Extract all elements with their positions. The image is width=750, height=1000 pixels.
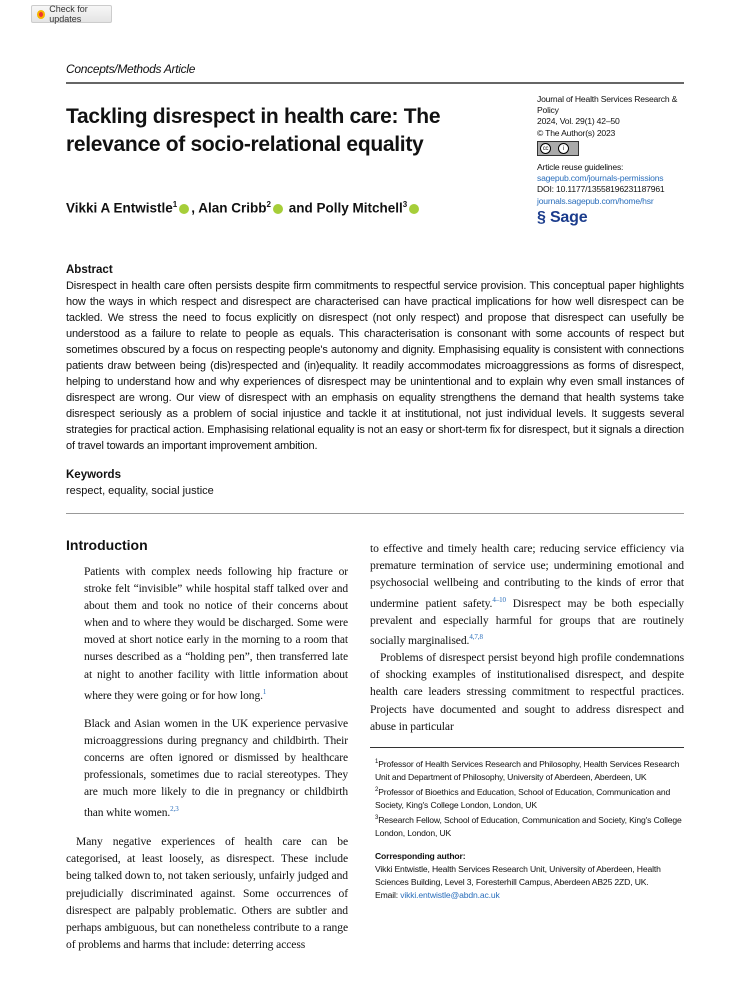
abstract-text: Disrespect in health care often persists despite firm commitments to respectful service provision. This conceptual paper highlights how the ways in which respect and disrespect are characterised can have practical implications for how well disrespect can be tackled. We stress the need to focus explicitly on disrespect (not only respect) and propose that disrespect can usefully be understood as a failure to relate to people as equals. This characterisation is consonant with some accounts of respect but sometimes obscured by a focus on respecting people's autonomy and dignity. Emphasising equality is consistent with connections patients draw between being (dis)respected and (in)equality. It readily accommodates microaggressions as forms of disrespect, helping to understand how and why experiences of disrespect may be unintentional and to explain why even small instances of disrespect are wrong. Our view of disrespect with an emphasis on equality strengthens the demand that health systems take disrespect seriously as a problem of social injustice and tackle it at institutional, not just individual levels. It suggests several strategies for practical action. Emphasising relational equality is not an easy or short-term fix for disrespect, but it signals a direction of travel towards an important improvement ambition.: [66, 280, 684, 452]
reference-link[interactable]: 4,7,8: [469, 632, 483, 641]
corresponding-address: Vikki Entwistle, Health Services Research Unit, University of Aberdeen, Health Sciences Building, Level 3, Foresterhill Campus, Aberdeen AB25 2ZD, UK.: [375, 863, 661, 887]
author-list: [66, 200, 526, 216]
paragraph: to effective and timely health care; reducing service efficiency via premature termination of service use; undermining emotional and psychosocial wellbeing and contributing to the kinds of error that undermine patient safety.$^{4-10}$ Disrespect may be both especially prevalent and especially harmful for groups that are routinely socially marginalised.$^{4,7,8}$: [370, 542, 684, 647]
journal-link[interactable]: journals.sagepub.com/home/hsr: [537, 195, 654, 206]
reference-link[interactable]: 1: [262, 687, 267, 696]
right-column-text: [370, 540, 684, 735]
author-name: Vikki A Entwistle: [66, 200, 173, 216]
section-divider: [66, 513, 684, 514]
affiliation-marker: 2: [266, 200, 271, 209]
email-link[interactable]: vikki.entwistle@abdn.ac.uk: [400, 889, 500, 900]
sage-logo: § Sage: [537, 208, 588, 226]
two-column-body: [66, 536, 684, 953]
cc-by-icon: cc i: [537, 141, 579, 156]
affiliations: [370, 756, 684, 902]
quote-text: Patients with complex needs following hip fracture or stroke felt “invisible” while hospital staff talked over and about them and took no notice of their concerns about when and to where they would be discharged. Some were moved at short notice early in the morning to a room that nurses described as a “holding pen”, then transferred late at night to another facility with little information about where they were going or for how long.: [84, 566, 348, 702]
article-type: Concepts/Methods Article: [66, 62, 196, 76]
intro-paragraph: Many negative experiences of health care can be categorised, at least loosely, as disrespect. These include being talked down to, not taken seriously, unfairly judged and prejudicially discriminated against. Some occurrences of disrespect are palpably problematic. Others are subtler and perhaps ambiguous, but can nonetheless contribute to a range of problems and harms that include: deterring access: [66, 834, 348, 952]
affiliation-marker: 1: [172, 200, 178, 209]
reference-link[interactable]: 2,3: [170, 805, 179, 814]
abstract-heading: Abstract: [66, 264, 113, 276]
volume-info: 2024, Vol. 29(1) 42–50: [537, 116, 620, 127]
article-title: Tackling disrespect in health care: The relevance of socio-relational equality: [66, 105, 441, 156]
introduction-heading: Introduction: [66, 537, 148, 553]
affiliation-marker: 3: [402, 200, 408, 209]
author-separator: and: [288, 200, 317, 216]
author-name: Alan Cribb: [198, 200, 267, 216]
check-for-updates-label: Check for updates: [49, 4, 88, 24]
article-body: [66, 262, 684, 953]
copyright: © The Author(s) 2023: [537, 127, 616, 138]
paragraph: Problems of disrespect persist beyond high profile condemnations of shocking examples of institutionalised disrespect, and despite health care leaders stressing commitment to respectful practices. Projects have documented and sought to address disrespect and abuse in particular: [370, 650, 684, 733]
permissions-link[interactable]: sagepub.com/journals-permissions: [537, 173, 664, 184]
right-column: [370, 540, 684, 953]
quote-2: [84, 716, 348, 822]
quote-1: [84, 564, 348, 705]
author-separator: ,: [191, 200, 199, 216]
affiliation: $^2$Professor of Bioethics and Education, School of Education, Communication and Society, King's College London, London, UK: [375, 786, 671, 810]
affiliation: $^1$Professor of Health Services Research and Philosophy, Health Services Research Unit and Department of Philosophy, University of Aberdeen, Aberdeen, UK: [375, 758, 680, 782]
corresponding-heading: Corresponding author:: [375, 850, 466, 861]
corresponding-author: [375, 850, 684, 902]
author-name: Polly Mitchell: [316, 200, 403, 216]
orcid-icon[interactable]: [273, 204, 283, 214]
journal-name: Journal of Health Services Research & Policy: [537, 94, 678, 116]
reference-link[interactable]: 4–10: [492, 595, 506, 604]
quote-text: Black and Asian women in the UK experience pervasive microaggressions during pregnancy and childbirth. Their concerns are often ignored or dismissed by healthcare professionals, sometimes due to racial stereotypes. They are much more likely to die in pregnancy or childbirth than white women.: [84, 717, 348, 819]
check-for-updates-button[interactable]: [31, 5, 112, 23]
left-column: [66, 536, 348, 953]
reuse-label: Article reuse guidelines:: [537, 162, 624, 173]
keywords-heading: Keywords: [66, 469, 121, 481]
keywords-text: respect, equality, social justice: [66, 485, 214, 497]
header-rule: [66, 82, 684, 84]
crossmark-icon: [37, 10, 45, 19]
doi: DOI: 10.1177/13558196231187961: [537, 184, 665, 195]
publisher-name: Sage: [549, 208, 588, 226]
affiliation: $^3$Research Fellow, School of Education, Communication and Society, King's College London, London, UK: [375, 814, 682, 838]
intro-quotes: [84, 564, 348, 822]
email-line: Email: vikki.entwistle@abdn.ac.uk: [375, 889, 500, 900]
footnote-rule: [370, 747, 684, 748]
journal-meta: [537, 94, 687, 227]
orcid-icon[interactable]: [409, 204, 419, 214]
orcid-icon[interactable]: [179, 204, 189, 214]
